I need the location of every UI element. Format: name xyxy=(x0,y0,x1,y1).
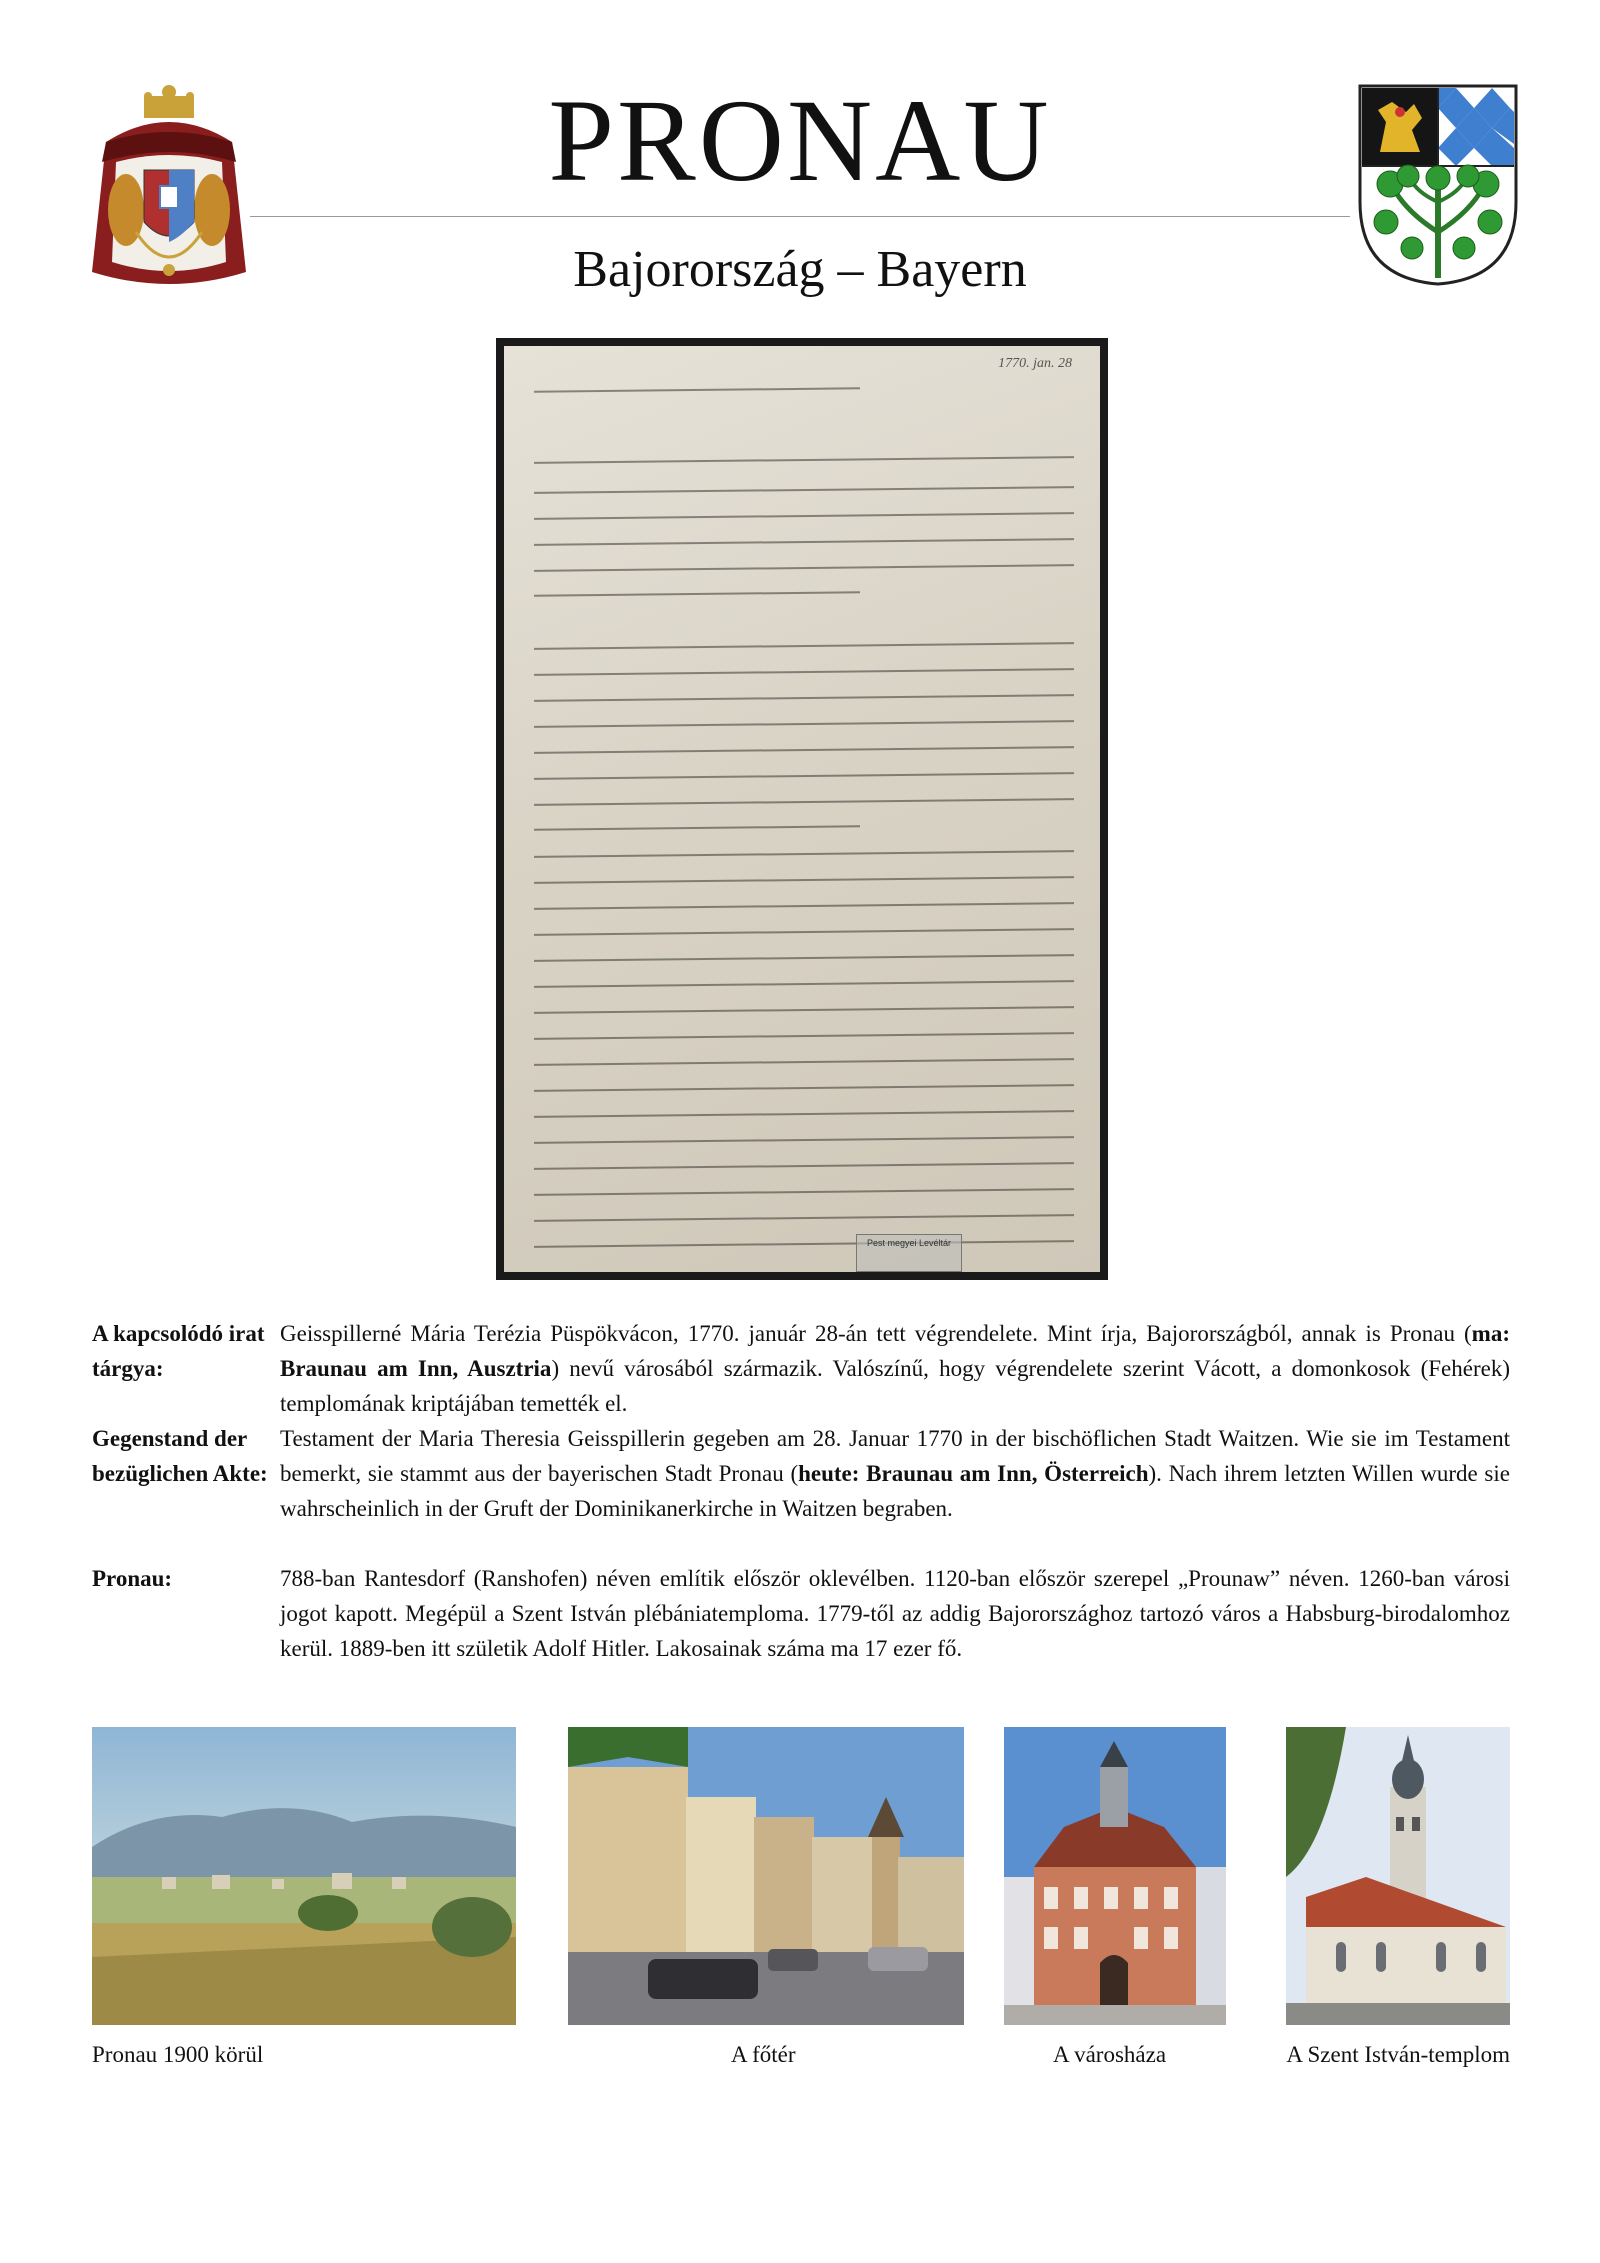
handwriting-line xyxy=(534,1159,1074,1170)
page-subtitle: Bajorország – Bayern xyxy=(573,241,1027,298)
subject-de-bold: heute: Braunau am Inn, Österreich xyxy=(798,1461,1149,1486)
photo-pronau-1900 xyxy=(92,1727,516,2025)
handwriting-line xyxy=(534,691,1074,702)
handwriting-line xyxy=(534,483,1074,494)
testament-manuscript-image xyxy=(496,338,1108,1280)
handwriting-line xyxy=(534,1107,1074,1118)
caption-town-hall: A városháza xyxy=(1053,2042,1167,2067)
manuscript-date-note: 1770. jan. 28 xyxy=(998,356,1072,371)
page-title: PRONAU xyxy=(548,75,1052,206)
pronau-text: 788-ban Rantesdorf (Ranshofen) néven említik először oklevélben. 1120-ban először szerepel „Prounaw” néven. 1260-ban városi jogot kapott. Megépül a Szent István plébániatemploma. 1779-től az addig Bajorországhoz tartozó város a Habsburg-birodalomhoz kerül. 1889-ben itt születik Adolf Hitler. Lakosainak száma ma 17 ezer fő. xyxy=(280,1566,1510,1661)
subject-de-text xyxy=(280,1421,1510,1526)
subject-de-label: Gegenstand der bezüglichen Akte: xyxy=(92,1426,268,1486)
archive-stamp-label: Pest megyei Levéltár xyxy=(866,1238,952,1248)
bavaria-coat-of-arms-icon xyxy=(86,82,252,296)
caption-st-stephen-church: A Szent István-templom xyxy=(1286,2042,1510,2067)
braunau-coat-of-arms-icon xyxy=(1356,82,1520,288)
photo-st-stephen-church xyxy=(1286,1727,1510,2025)
handwriting-line xyxy=(534,925,1074,936)
handwriting-line xyxy=(534,795,1074,806)
subject-hu-text-part: Geisspillerné Mária Terézia Püspökvácon, 1770. január 28-án tett végrendelete. Mint írja, Bajorországból, annak is Pronau ( xyxy=(280,1321,1472,1346)
handwriting-line xyxy=(534,1055,1074,1066)
header-divider xyxy=(250,216,1350,217)
subject-hu-bold: ma: Braunau am Inn, Ausztria xyxy=(280,1321,1510,1381)
caption-pronau-1900: Pronau 1900 körül xyxy=(92,2042,264,2067)
handwriting-line xyxy=(534,509,1074,520)
subject-de-text-part: ). Nach ihrem letzten Willen wurde sie wahrscheinlich in der Gruft der Dominikanerkirche in Waitzen begraben. xyxy=(280,1461,1510,1521)
handwriting-line xyxy=(534,743,1074,754)
handwriting-line xyxy=(534,1003,1074,1014)
handwriting-line xyxy=(534,1081,1074,1092)
handwriting-line xyxy=(534,561,1074,572)
handwriting-line xyxy=(534,951,1074,962)
handwriting-line xyxy=(534,665,1074,676)
subject-hu-text xyxy=(280,1316,1510,1421)
handwriting-line xyxy=(534,535,1074,546)
caption-main-square: A főtér xyxy=(731,2042,796,2067)
handwriting-line xyxy=(534,588,860,596)
pronau-label: Pronau: xyxy=(92,1566,173,1591)
handwriting-line xyxy=(534,639,1074,650)
photo-town-hall xyxy=(1004,1727,1226,2025)
subject-hu-text-part: ) nevű városából származik. Valószínű, hogy végrendelete szerint Vácott, a domonkosok (Fehérek) templomának kriptájában temették el. xyxy=(280,1356,1510,1416)
handwriting-line xyxy=(534,847,1074,858)
subject-hu-label: A kapcsolódó irat tárgya: xyxy=(92,1321,265,1381)
handwriting-line xyxy=(534,873,1074,884)
handwriting-line xyxy=(534,1237,1074,1248)
handwriting-line xyxy=(534,1185,1074,1196)
handwriting-line xyxy=(534,453,1074,464)
handwriting-line xyxy=(534,717,1074,728)
photo-main-square xyxy=(568,1727,964,2025)
handwriting-line xyxy=(534,1029,1074,1040)
handwriting-line xyxy=(534,1211,1074,1222)
handwriting-line xyxy=(534,769,1074,780)
handwriting-line xyxy=(534,977,1074,988)
handwriting-line xyxy=(534,384,860,392)
subject-de-text-part: Testament der Maria Theresia Geisspillerin gegeben am 28. Januar 1770 in der bischöflichen Stadt Waitzen. Wie sie im Testament bemerkt, sie stammt aus der bayerischen Stadt Pronau ( xyxy=(280,1426,1510,1486)
manuscript-paper xyxy=(504,346,1100,1272)
handwriting-line xyxy=(534,822,860,830)
handwriting-line xyxy=(534,899,1074,910)
handwriting-line xyxy=(534,1133,1074,1144)
archive-stamp xyxy=(856,1234,962,1272)
